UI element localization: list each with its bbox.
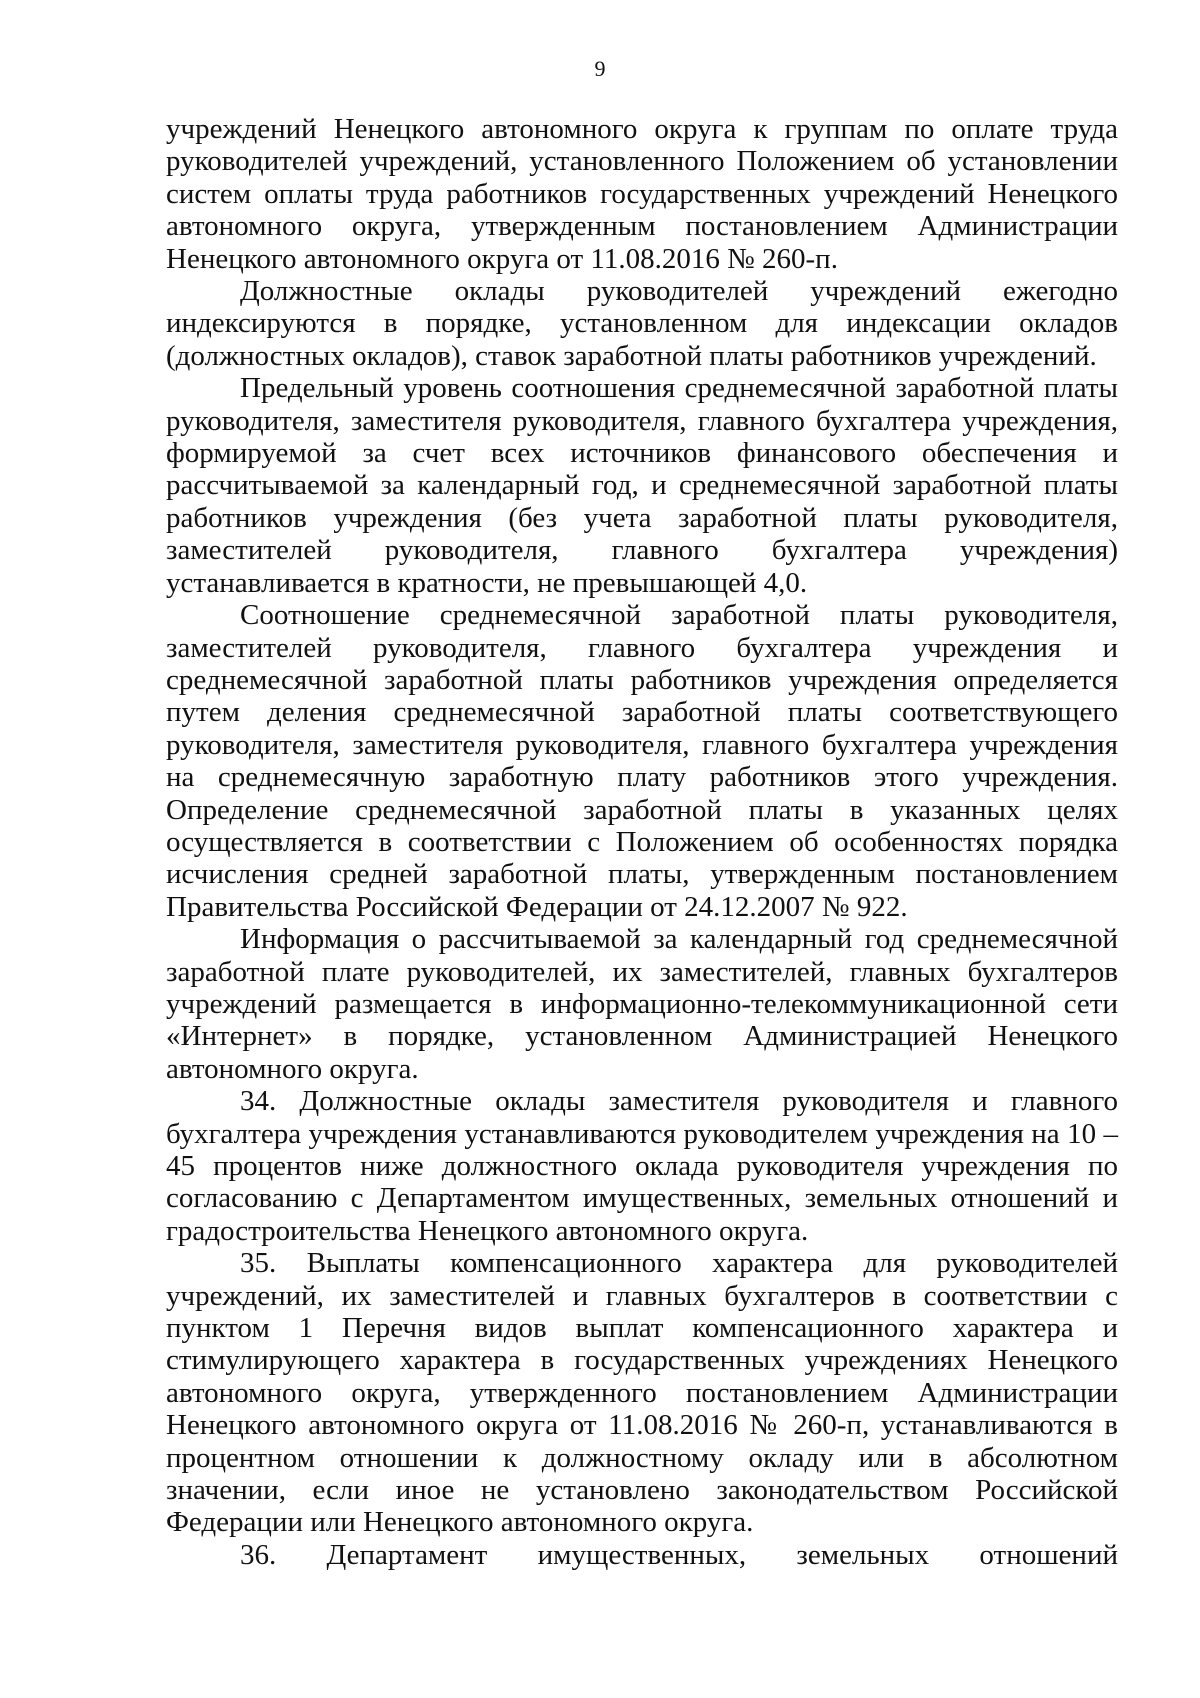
paragraph-item-36: 36. Департамент имущественных, земельных отношений xyxy=(240,1538,1118,1571)
paragraph-item-35: 35. Выплаты компенсационного характера для руководителей учреждений, их заместителей и главных бухгалтеров в соответствии с пунктом 1 Перечня видов выплат компенсационного характера и стимулирующего характера в государственных учреждениях Ненецкого автономного округа, утвержденного постановлением Администрации Ненецкого автономного округа от 11.08.2016 № 260-п, устанавливаются в процентном отношении к должностному окладу или в абсолютном значении, если иное не установлено законодательством Российской Федерации или Ненецкого автономного округа. xyxy=(166,1247,1118,1539)
page-number: 9 xyxy=(594,56,606,81)
paragraph-continuation: учреждений Ненецкого автономного округа к группам по оплате труда руководителей учреждений, установленного Положением об установлении систем оплаты труда работников государственных учреждений Ненецкого автономного округа, утвержденным постановлением Администрации Ненецкого автономного округа от 11.08.2016 № 260-п. xyxy=(166,113,1118,275)
paragraph-salary-information: Информация о рассчитываемой за календарный год среднемесячной заработной плате руководителей, их заместителей, главных бухгалтеров учреждений размещается в информационно-телекоммуникационной сети «Интернет» в порядке, установленном Администрацией Ненецкого автономного округа. xyxy=(166,923,1118,1085)
paragraph-salary-ratio-calculation: Соотношение среднемесячной заработной платы руководителя, заместителей руководителя, главного бухгалтера учреждения и среднемесячной заработной платы работников учреждения определяется путем деления среднемесячной заработной платы соответствующего руководителя, заместителя руководителя, главного бухгалтера учреждения на среднемесячную заработную плату работников этого учреждения. Определение среднемесячной заработной платы в указанных целях осуществляется в соответствии с Положением об особенностях порядка исчисления средней заработной платы, утвержденным постановлением Правительства Российской Федерации от 24.12.2007 № 922. xyxy=(166,599,1118,923)
paragraph-item-34: 34. Должностные оклады заместителя руководителя и главного бухгалтера учреждения устанавливаются руководителем учреждения на 10 – 45 процентов ниже должностного оклада руководителя учреждения по согласованию с Департаментом имущественных, земельных отношений и градостроительства Ненецкого автономного округа. xyxy=(166,1085,1118,1247)
document-body xyxy=(166,113,1118,1571)
paragraph-salary-indexation: Должностные оклады руководителей учреждений ежегодно индексируются в порядке, установленном для индексации окладов (должностных окладов), ставок заработной платы работников учреждений. xyxy=(166,275,1118,372)
paragraph-salary-ratio-limit: Предельный уровень соотношения среднемесячной заработной платы руководителя, заместителя руководителя, главного бухгалтера учреждения, формируемой за счет всех источников финансового обеспечения и рассчитываемой за календарный год, и среднемесячной заработной платы работников учреждения (без учета заработной платы руководителя, заместителей руководителя, главного бухгалтера учреждения) устанавливается в кратности, не превышающей 4,0. xyxy=(166,372,1118,599)
